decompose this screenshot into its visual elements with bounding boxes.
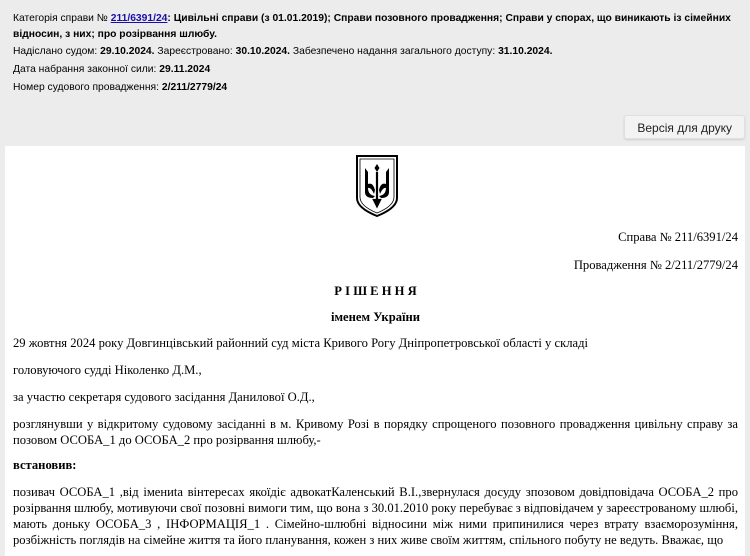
decision-document bbox=[5, 146, 745, 556]
decision-subtitle: іменем України bbox=[330, 310, 421, 324]
paragraph-judge: головуючого судді Ніколенко Д.М., bbox=[13, 363, 202, 377]
paragraph-consideration: розглянувши у відкритому судовому засіданні в м. Кривому Розі в порядку спрощеного позовного провадження цивільну справу за позовом ОСОБА_1 до ОСОБА_2 про розірвання шлюбу,- bbox=[13, 417, 738, 447]
decision-title: Р І Ш Е Н Н Я bbox=[334, 284, 417, 298]
case-metadata-panel bbox=[5, 6, 745, 104]
print-version-button[interactable]: Версія для друку bbox=[624, 115, 745, 139]
access-date: 31.10.2024. bbox=[498, 46, 553, 57]
dates-row bbox=[5, 43, 745, 61]
access-label: Забезпечено надання загального доступу: bbox=[292, 46, 496, 57]
proceeding-label: Номер судового провадження: bbox=[13, 82, 159, 93]
case-number-line: Справа № 211/6391/24 bbox=[618, 230, 738, 244]
proceeding-number-line: Провадження № 2/211/2779/24 bbox=[573, 258, 738, 272]
proceeding-number: 2/211/2779/24 bbox=[161, 82, 228, 93]
paragraph-court: 29 жовтня 2024 року Довгинцівський районний суд міста Кривого Рогу Дніпропетровської області у складі bbox=[13, 336, 588, 350]
proceeding-number-row bbox=[5, 79, 745, 97]
effective-label: Дата набрання законної сили: bbox=[13, 64, 157, 75]
case-number-link[interactable]: 211/6391/24 bbox=[110, 13, 168, 24]
effective-date: 29.11.2024 bbox=[159, 64, 211, 75]
established-heading: встановив: bbox=[13, 458, 77, 472]
effective-date-row bbox=[5, 61, 745, 79]
sent-label: Надіслано судом: bbox=[13, 46, 98, 57]
trident-emblem-icon bbox=[353, 154, 401, 218]
category-label: Категорія справи № bbox=[13, 13, 108, 24]
registered-date: 30.10.2024. bbox=[235, 46, 291, 57]
registered-label: Зареєстровано: bbox=[157, 46, 233, 57]
sent-date: 29.10.2024. bbox=[100, 46, 155, 57]
paragraph-claim: позивач ОСОБА_1 ,від імениta вінтересах якоїдіє адвокатКаленський В.І.,звернулася досуду зпозовом довідповідача ОСОБА_2 про розірвання шлюбу, мотивуючи свої позовні вимоги тим, що вона з 30.01.2010 року перебуває з відповідачем у зареєстрованому шлюбі, мають доньку ОСОБА_3 , ІНФОРМАЦІЯ_1 . Сімейно-шлюбні відносини між ними припинилися через втрату взаєморозуміння, розбіжність поглядів на сімейне життя та його планування, кожен з них живе своїм життям, спільного побуту не ведуть. Вважає, що bbox=[13, 485, 738, 547]
case-category-row bbox=[5, 6, 733, 43]
paragraph-secretary: за участю секретаря судового засідання Данилової О.Д., bbox=[13, 390, 315, 404]
toolbar bbox=[5, 108, 745, 138]
category-text: : Цивільні справи (з 01.01.2019); Справи позовного провадження; Справи у спорах, що виникають із сімейних відносин, з них; про розірвання шлюбу. bbox=[13, 13, 731, 40]
